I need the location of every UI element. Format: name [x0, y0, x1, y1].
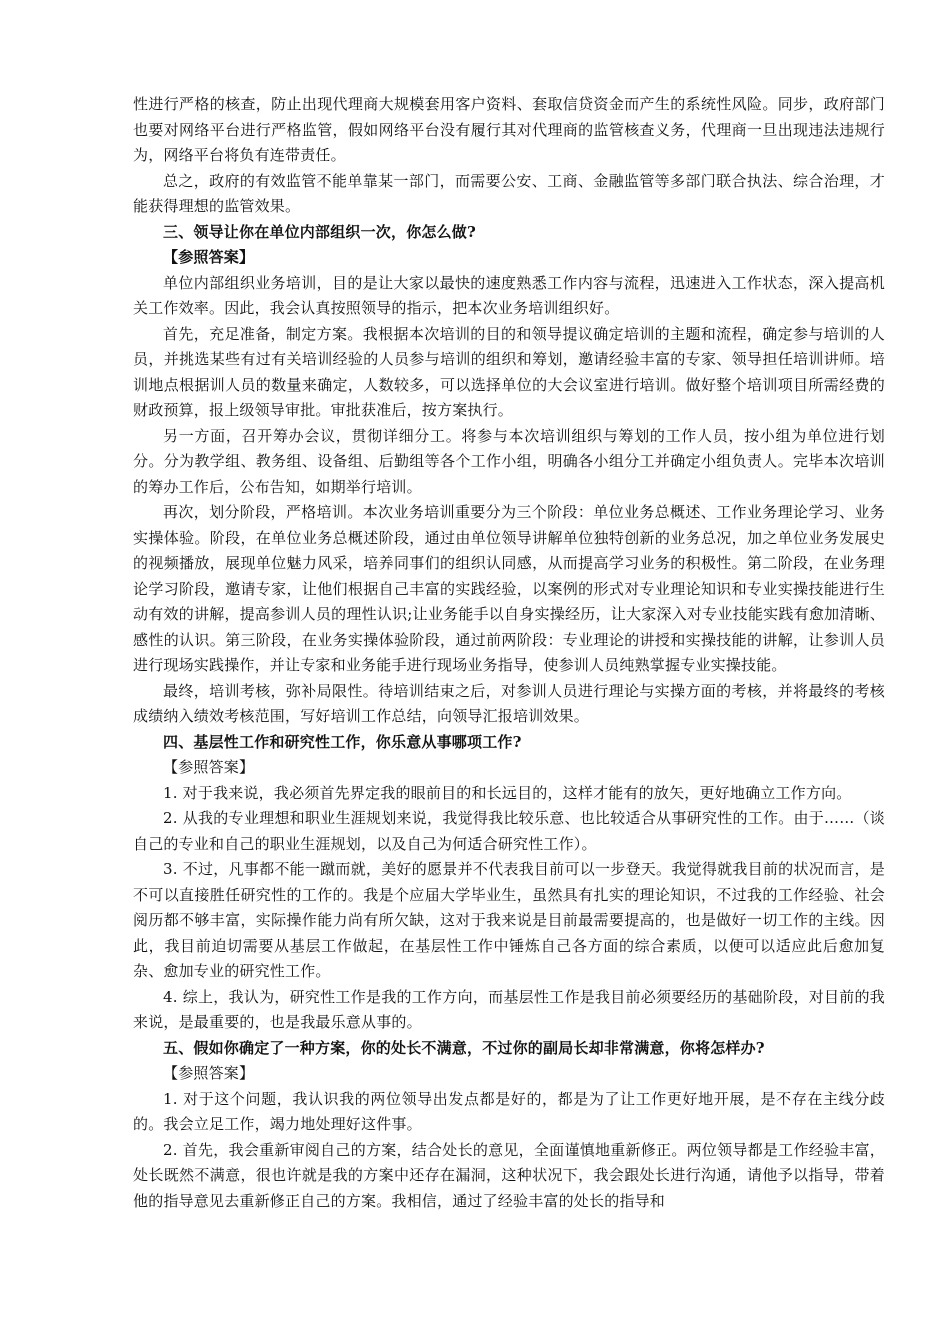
section-heading-3: 三、领导让你在单位内部组织一次，你怎么做?	[163, 222, 476, 241]
paragraph-2: 总之，政府的有效监管不能单靠某一部门，而需要公安、工商、金融监管等多部门联合执法、综合治理，才能获得理想的监管效果。	[133, 171, 885, 215]
paragraph-13: 2. 从我的专业理想和职业生涯规划来说，我觉得我比较乐意、也比较适合从事研究性的工作。由于……（谈自己的专业和自己的职业生涯规划，以及自己为何适合研究性工作）。	[133, 809, 885, 853]
paragraph-18: 1. 对于这个问题，我认识我的两位领导出发点都是好的，都是为了让工作更好地开展，是不存在主线分歧的。我会立足工作，竭力地处理好这件事。	[133, 1089, 885, 1133]
paragraph-6: 首先，充足准备，制定方案。我根据本次培训的目的和领导提议确定培训的主题和流程，确定参与培训的人员，并挑选某些有过有关培训经验的人员参与培训的组织和筹划，邀请经验丰富的专家、领导担任培训讲师。培训地点根据训人员的数量来确定，人数较多，可以选择单位的大会议室进行培训。做好整个培训项目所需经费的财政预算，报上级领导审批。审批获准后，按方案执行。	[133, 324, 885, 419]
reference-answer-label: 【参照答案】	[163, 758, 255, 776]
paragraph-15: 4. 综上，我认为，研究性工作是我的工作方向，而基层性工作是我目前必须要经历的基础阶段，对目前的我来说，是最重要的，也是我最乐意从事的。	[133, 987, 885, 1031]
paragraph-7: 另一方面，召开筹办会议，贯彻详细分工。将参与本次培训组织与筹划的工作人员，按小组为单位进行划分。分为教学组、教务组、设备组、后勤组等各个工作小组，明确各小组分工并确定小组负责人。完毕本次培训的筹办工作后，公布告知，如期举行培训。	[133, 426, 885, 496]
paragraph-1: 性进行严格的核查，防止出现代理商大规模套用客户资料、套取信贷资金而产生的系统性风险。同步，政府部门也要对网络平台进行严格监管，假如网络平台没有履行其对代理商的监管核查义务，代理商一旦出现违法违规行为，网络平台将负有连带责任。	[133, 95, 885, 164]
paragraph-9: 最终，培训考核，弥补局限性。待培训结束之后，对参训人员进行理论与实操方面的考核，并将最终的考核成绩纳入绩效考核范围，写好培训工作总结，向领导汇报培训效果。	[133, 681, 885, 725]
section-heading-4: 四、基层性工作和研究性工作，你乐意从事哪项工作?	[163, 732, 522, 751]
paragraph-14: 3. 不过，凡事都不能一蹴而就，美好的愿景并不代表我目前可以一步登天。我觉得就我目前的状况而言，是不可以直接胜任研究性的工作的。我是个应届大学毕业生，虽然具有扎实的理论知识，不过我的工作经验、社会阅历都不够丰富，实际操作能力尚有所欠缺，这对于我来说是目前最需要提高的，也是做好一切工作的主线。因此，我目前迫切需要从基层工作做起，在基层性工作中锤炼自己各方面的综合素质，以便可以适应此后愈加复杂、愈加专业的研究性工作。	[133, 860, 885, 980]
reference-answer-label: 【参照答案】	[163, 248, 255, 266]
section-heading-5: 五、假如你确定了一种方案，你的处长不满意，不过你的副局长却非常满意，你将怎样办?	[163, 1038, 765, 1057]
reference-answer-label: 【参照答案】	[163, 1064, 255, 1082]
paragraph-5: 单位内部组织业务培训，目的是让大家以最快的速度熟悉工作内容与流程，迅速进入工作状态，深入提高机关工作效率。因此，我会认真按照领导的指示，把本次业务培训组织好。	[133, 273, 885, 317]
paragraph-19: 2. 首先，我会重新审阅自己的方案，结合处长的意见，全面谨慎地重新修正。两位领导都是工作经验丰富，处长既然不满意，很也许就是我的方案中还存在漏洞，这种状况下，我会跟处长进行沟通，请他予以指导，带着他的指导意见去重新修正自己的方案。我相信，通过了经验丰富的处长的指导和	[133, 1140, 885, 1210]
paragraph-12: 1. 对于我来说，我必须首先界定我的眼前目的和长远目的，这样才能有的放矢，更好地确立工作方向。	[163, 783, 852, 802]
paragraph-8: 再次，划分阶段，严格培训。本次业务培训重要分为三个阶段：单位业务总概述、工作业务理论学习、业务实操体验。阶段，在单位业务总概述阶段，通过由单位领导讲解单位独特创新的业务总况，加之单位业务发展史的视频播放，展现单位魅力风采，培养同事们的组织认同感，从而提高学习业务的积极性。第二阶段，在业务理论学习阶段，邀请专家，让他们根据自己丰富的实践经验，以案例的形式对专业理论知识和专业实操技能进行生动有效的讲解，提高参训人员的理性认识;让业务能手以自身实操经历，让大家深入对专业技能实践有愈加清晰、感性的认识。第三阶段，在业务实操体验阶段，通过前两阶段：专业理论的讲授和实操技能的讲解，让参训人员进行现场实践操作，并让专家和业务能手进行现场业务指导，使参训人员纯熟掌握专业实操技能。	[133, 503, 885, 674]
document-page	[133, 92, 885, 1214]
